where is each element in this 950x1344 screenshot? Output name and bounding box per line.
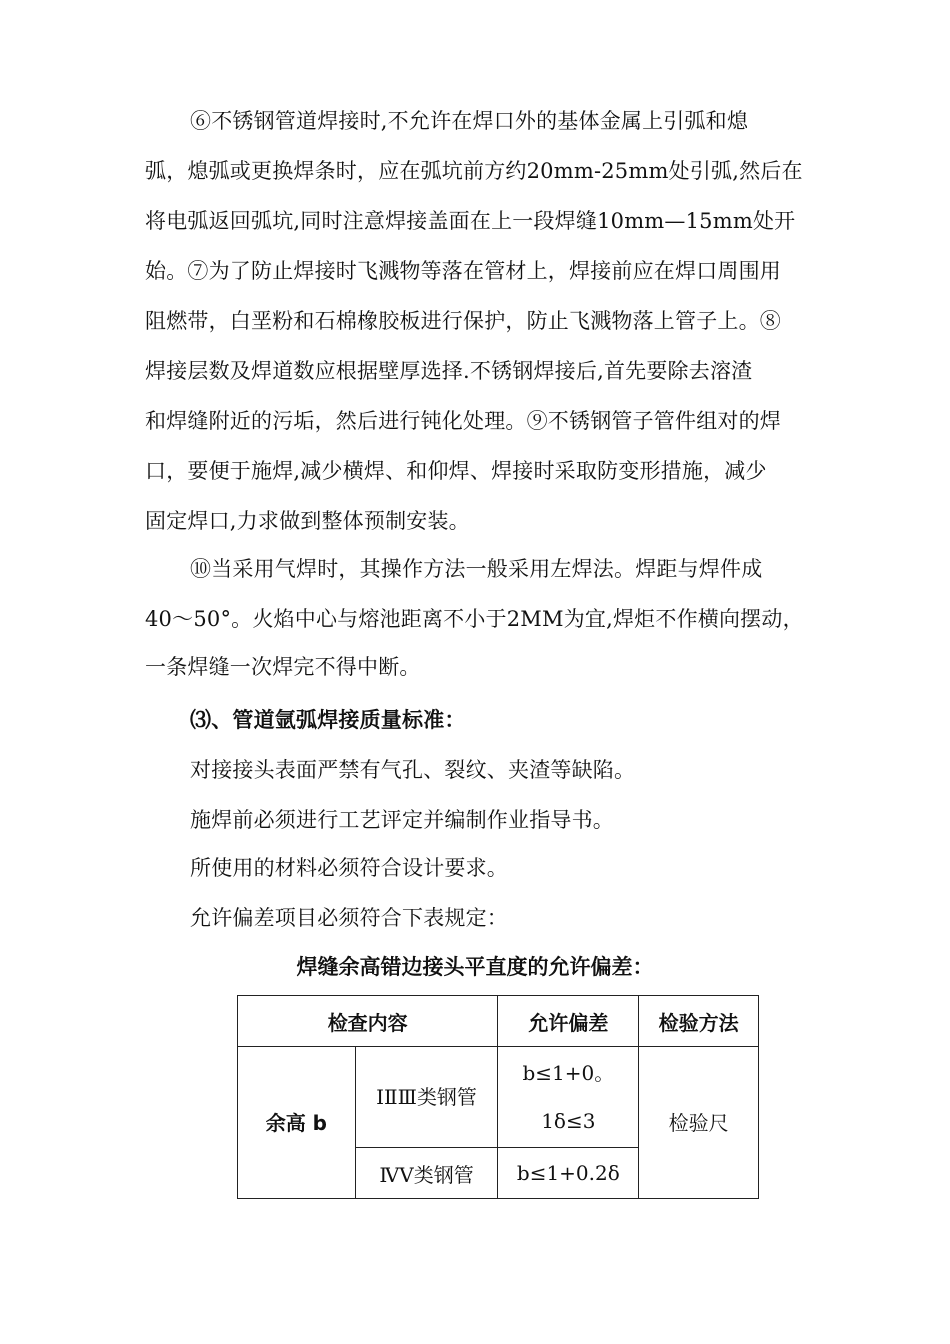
list-item: 允许偏差项目必须符合下表规定：	[190, 906, 508, 930]
list-item: 所使用的材料必须符合设计要求。	[190, 856, 508, 880]
table-header-row	[238, 996, 759, 1047]
header-tolerance: 允许偏差	[498, 996, 639, 1047]
section-heading: ⑶、管道氩弧焊接质量标准：	[190, 708, 466, 732]
paragraph-line: 口，要便于施焊,减少横焊、和仰焊、焊接时采取防变形措施，减少	[145, 459, 767, 483]
class-cell: ⅠⅡⅢ类钢管	[355, 1047, 498, 1148]
method-cell: 检验尺	[639, 1047, 759, 1199]
paragraph-line: 一条焊缝一次焊完不得中断。	[145, 655, 421, 679]
item-cell: 余高 b	[238, 1047, 356, 1199]
paragraph-line: 弧，熄弧或更换焊条时，应在弧坑前方约20mm-25mm处引弧,然后在	[145, 159, 803, 183]
paragraph-line: 始。⑦为了防止焊接时飞溅物等落在管材上，焊接前应在焊口周围用	[145, 259, 781, 283]
paragraph-line: 焊接层数及焊道数应根据壁厚选择.不锈钢焊接后,首先要除去溶渣	[145, 359, 753, 383]
class-cell: ⅣⅤ类钢管	[355, 1148, 498, 1199]
paragraph-line: 40～50°。火焰中心与熔池距离不小于2MM为宜,焊炬不作横向摆动，	[145, 607, 804, 631]
paragraph-line: ⑥不锈钢管道焊接时,不允许在焊口外的基体金属上引弧和熄	[190, 109, 749, 133]
tolerance-cell: b≤1+0.2δ	[498, 1148, 639, 1199]
list-item: 对接接头表面严禁有气孔、裂纹、夹渣等缺陷。	[190, 758, 636, 782]
table-caption: 焊缝余高错边接头平直度的允许偏差：	[296, 955, 654, 979]
table-row	[238, 1047, 759, 1148]
tolerance-cell: b≤1+0。1δ≤3	[498, 1047, 639, 1148]
paragraph-line: 阻燃带，白垩粉和石棉橡胶板进行保护，防止飞溅物落上管子上。⑧	[145, 309, 781, 333]
paragraph-line: 将电弧返回弧坑,同时注意焊接盖面在上一段焊缝10mm—15mm处开	[145, 209, 796, 233]
header-method: 检验方法	[639, 996, 759, 1047]
header-content: 检查内容	[238, 996, 498, 1047]
paragraph-line: ⑩当采用气焊时，其操作方法一般采用左焊法。焊距与焊件成	[190, 557, 763, 581]
list-item: 施焊前必须进行工艺评定并编制作业指导书。	[190, 808, 614, 832]
paragraph-line: 和焊缝附近的污垢，然后进行钝化处理。⑨不锈钢管子管件组对的焊	[145, 409, 781, 433]
paragraph-line: 固定焊口,力求做到整体预制安装。	[145, 509, 470, 533]
tolerance-table	[237, 995, 759, 1199]
